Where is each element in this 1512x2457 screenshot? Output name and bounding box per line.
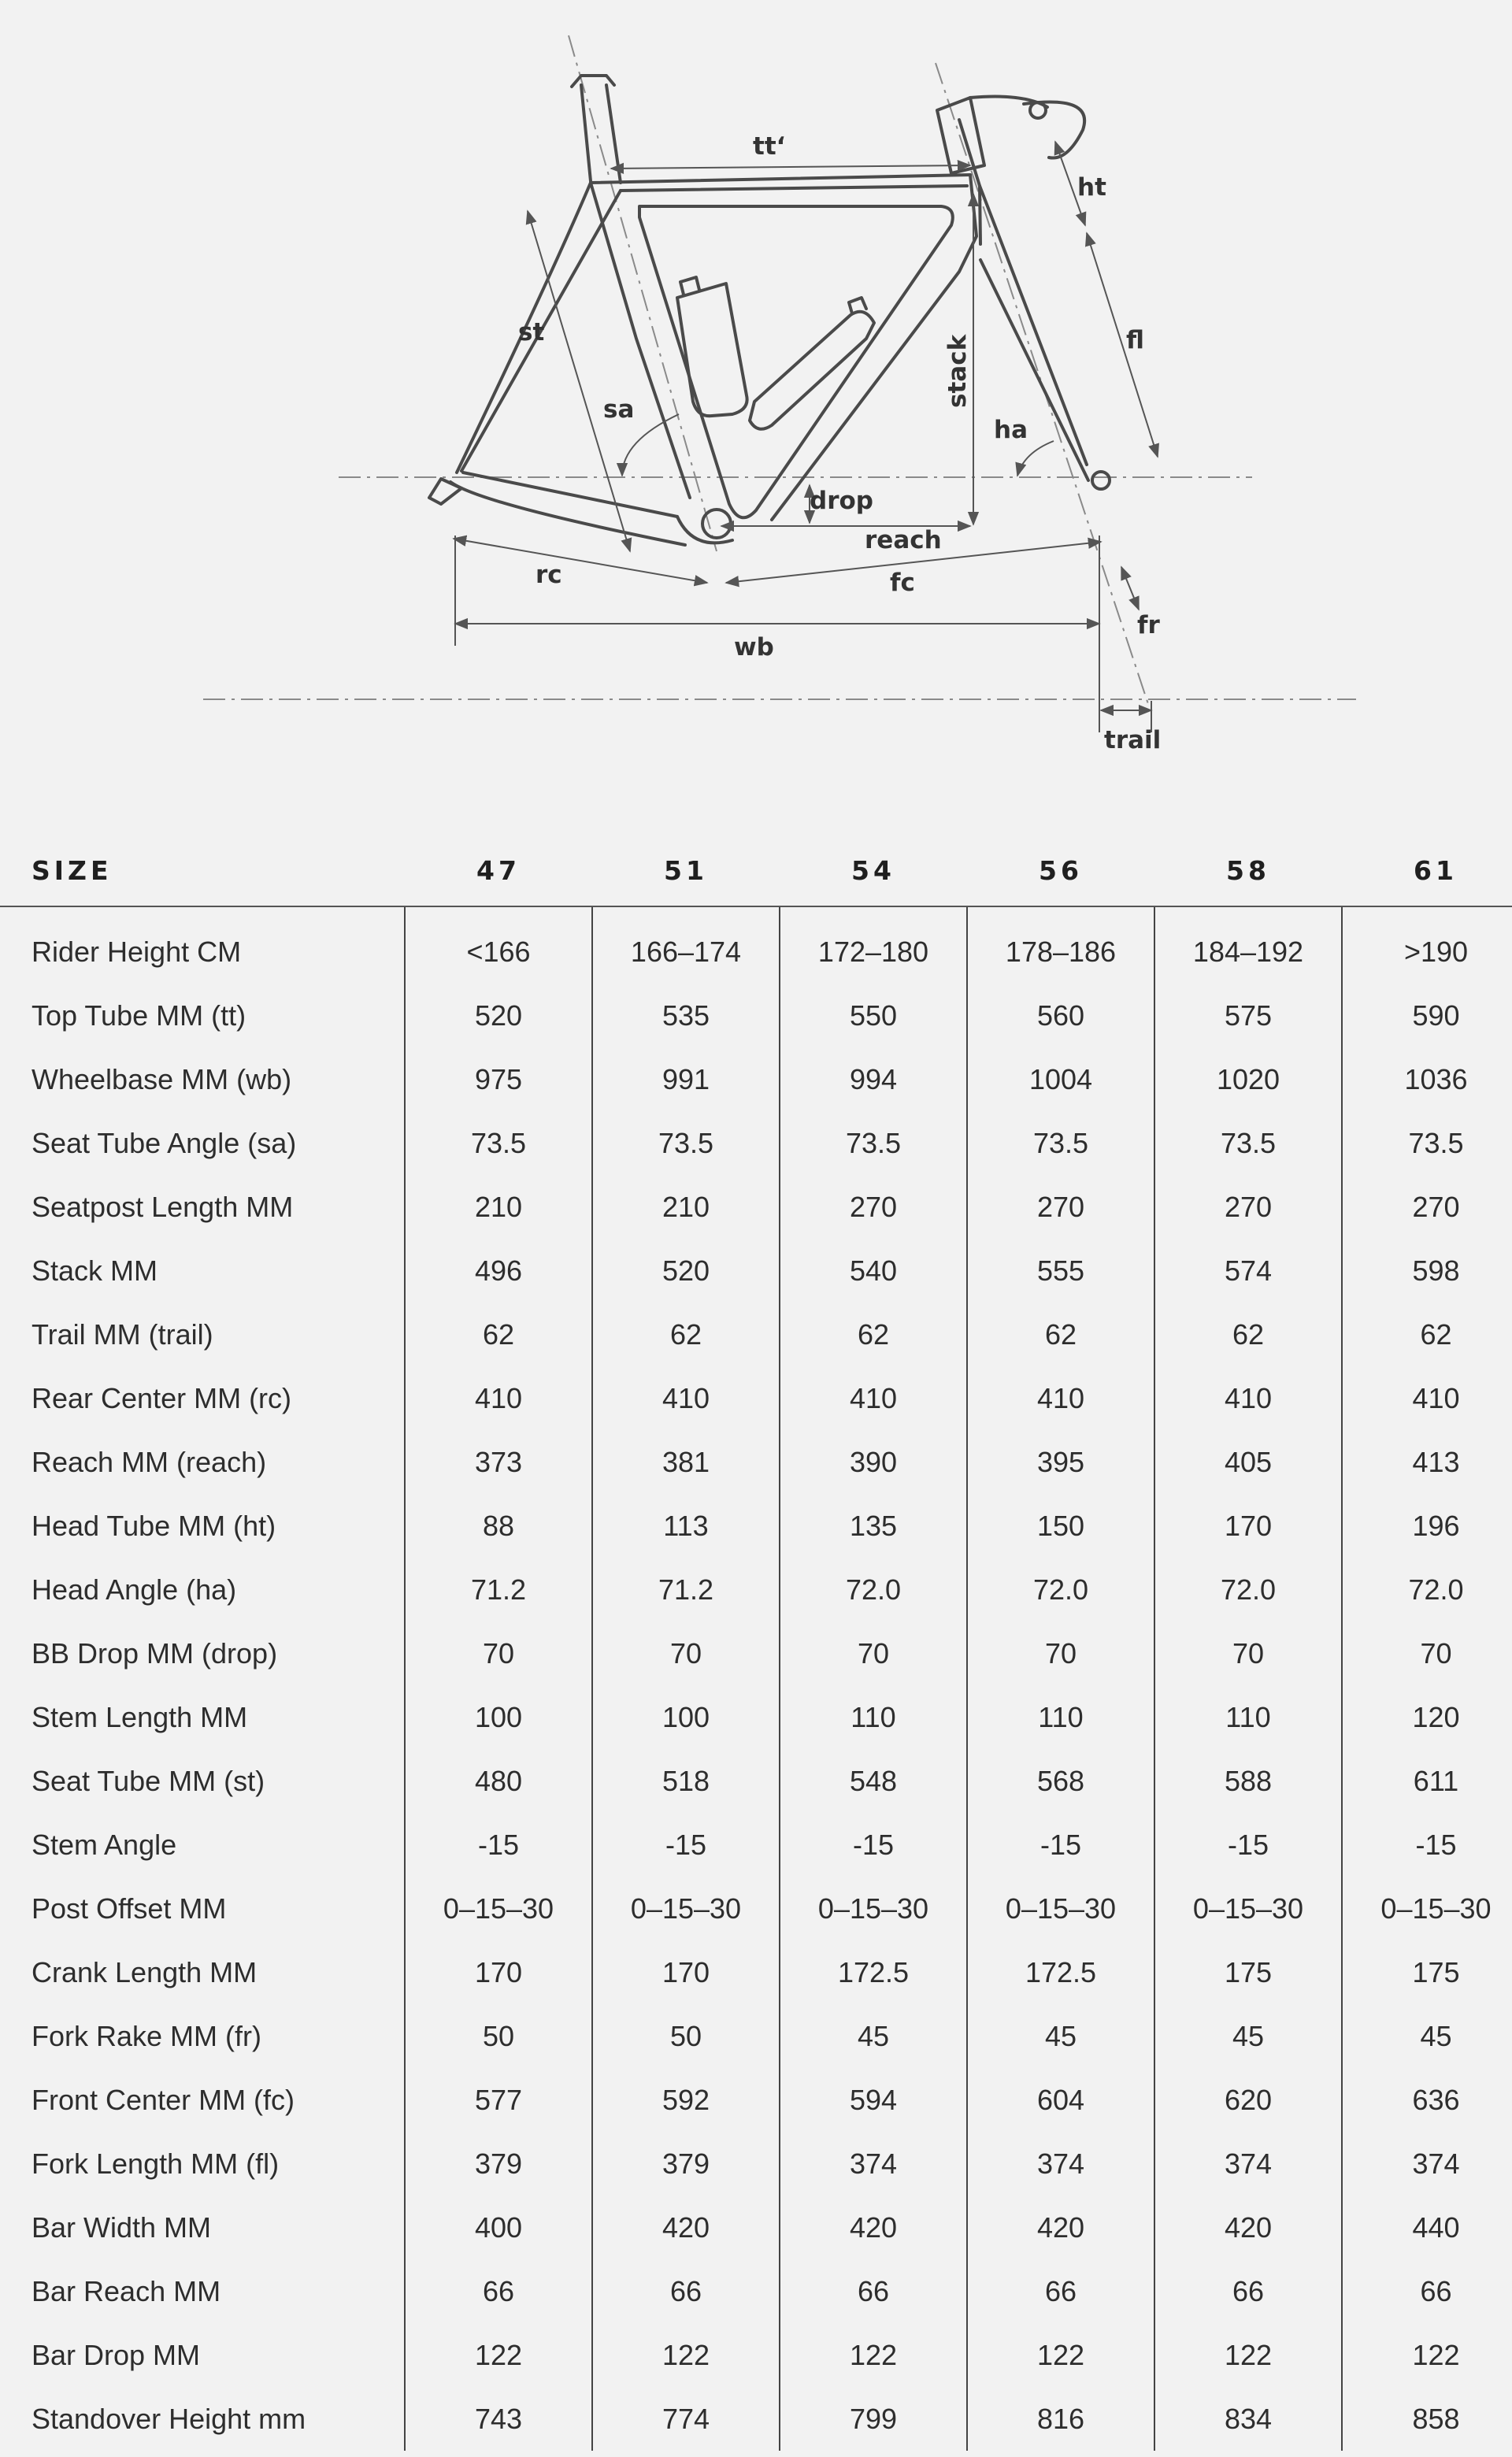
row-label: Fork Length MM (fl) (32, 2147, 280, 2180)
cell-value: -15 (1154, 1813, 1342, 1877)
cell-value: 379 (592, 2132, 780, 2196)
row-label: Bar Reach MM (32, 2274, 221, 2307)
table-row (0, 1494, 1512, 1558)
cell-value: 270 (780, 1175, 967, 1239)
cell-value: 440 (1342, 2196, 1512, 2259)
table-row (0, 2004, 1512, 2068)
cell-value: 420 (780, 2196, 967, 2259)
table-row (0, 1749, 1512, 1813)
cell-value: 122 (1342, 2323, 1512, 2387)
label-fl: fl (1126, 326, 1144, 354)
cell-value: 172–180 (780, 906, 967, 984)
cell-value: 592 (592, 2068, 780, 2132)
cell-value: 520 (592, 1239, 780, 1303)
cell-value: 170 (592, 1940, 780, 2004)
table-row (0, 2259, 1512, 2323)
label-fr: fr (1137, 611, 1160, 639)
cell-value: 73.5 (1342, 1111, 1512, 1175)
cell-value: 270 (967, 1175, 1154, 1239)
table-row (0, 906, 1512, 984)
cell-value: 73.5 (780, 1111, 967, 1175)
cell-value: 62 (1342, 1303, 1512, 1366)
cell-value: 110 (1154, 1685, 1342, 1749)
label-wb: wb (734, 633, 774, 662)
table-row (0, 2196, 1512, 2259)
cell-value: 410 (780, 1366, 967, 1430)
geometry-table (0, 835, 1512, 2451)
cell-value: 210 (592, 1175, 780, 1239)
size-column-header: 47 (405, 835, 592, 906)
row-label: Fork Rake MM (fr) (32, 2019, 261, 2052)
cell-value: 135 (780, 1494, 967, 1558)
cell-value: 858 (1342, 2387, 1512, 2451)
cell-value: 184–192 (1154, 906, 1342, 984)
cell-value: 196 (1342, 1494, 1512, 1558)
cell-value: 568 (967, 1749, 1154, 1813)
cell-value: 390 (780, 1430, 967, 1494)
cell-value: 991 (592, 1047, 780, 1111)
cell-value: 45 (1342, 2004, 1512, 2068)
row-label: Rider Height CM (32, 935, 242, 968)
cell-value: 45 (1154, 2004, 1342, 2068)
cell-value: 975 (405, 1047, 592, 1111)
table-row (0, 1047, 1512, 1111)
cell-value: 172.5 (780, 1940, 967, 2004)
cell-value: 122 (967, 2323, 1154, 2387)
cell-value: 420 (967, 2196, 1154, 2259)
label-sa: sa (603, 395, 635, 424)
table-row (0, 1813, 1512, 1877)
row-label: Seatpost Length MM (32, 1190, 294, 1223)
cell-value: -15 (592, 1813, 780, 1877)
cell-value: 410 (967, 1366, 1154, 1430)
cell-value: 110 (967, 1685, 1154, 1749)
table-row (0, 1239, 1512, 1303)
cell-value: 73.5 (405, 1111, 592, 1175)
cell-value: 604 (967, 2068, 1154, 2132)
label-rc: rc (536, 561, 562, 589)
cell-value: 0–15–30 (1342, 1877, 1512, 1940)
cell-value: 73.5 (592, 1111, 780, 1175)
cell-value: 405 (1154, 1430, 1342, 1494)
label-stack: stack (943, 334, 972, 408)
cell-value: 799 (780, 2387, 967, 2451)
cell-value: 496 (405, 1239, 592, 1303)
row-label: Front Center MM (fc) (32, 2083, 295, 2116)
row-label: Head Angle (ha) (32, 1573, 237, 1606)
cell-value: 120 (1342, 1685, 1512, 1749)
table-row (0, 1621, 1512, 1685)
cell-value: 420 (1154, 2196, 1342, 2259)
row-label: Head Tube MM (ht) (32, 1509, 276, 1542)
cell-value: -15 (1342, 1813, 1512, 1877)
row-label: Top Tube MM (tt) (32, 999, 246, 1032)
cell-value: 270 (1154, 1175, 1342, 1239)
cell-value: 374 (780, 2132, 967, 2196)
cell-value: 373 (405, 1430, 592, 1494)
cell-value: 50 (592, 2004, 780, 2068)
table-row (0, 1685, 1512, 1749)
cell-value: 518 (592, 1749, 780, 1813)
row-label: Reach MM (reach) (32, 1445, 267, 1478)
table-row (0, 1940, 1512, 2004)
table-row (0, 1175, 1512, 1239)
cell-value: 150 (967, 1494, 1154, 1558)
cell-value: 594 (780, 2068, 967, 2132)
label-trail: trail (1104, 726, 1162, 754)
label-st: st (518, 318, 545, 346)
table-row (0, 2323, 1512, 2387)
cell-value: 72.0 (967, 1558, 1154, 1621)
cell-value: 420 (592, 2196, 780, 2259)
cell-value: 175 (1154, 1940, 1342, 2004)
row-label: Stem Angle (32, 1828, 177, 1861)
cell-value: 535 (592, 984, 780, 1047)
table-row (0, 1111, 1512, 1175)
cell-value: 550 (780, 984, 967, 1047)
table-row (0, 1366, 1512, 1430)
row-label: Bar Width MM (32, 2211, 212, 2244)
row-label: BB Drop MM (drop) (32, 1636, 278, 1670)
cell-value: 100 (405, 1685, 592, 1749)
cell-value: 72.0 (1154, 1558, 1342, 1621)
frame-drawing (0, 0, 1512, 788)
cell-value: 374 (1342, 2132, 1512, 2196)
cell-value: 70 (1342, 1621, 1512, 1685)
cell-value: 73.5 (967, 1111, 1154, 1175)
cell-value: 62 (592, 1303, 780, 1366)
cell-value: 611 (1342, 1749, 1512, 1813)
row-label: Stem Length MM (32, 1700, 248, 1733)
cell-value: 0–15–30 (592, 1877, 780, 1940)
cell-value: 395 (967, 1430, 1154, 1494)
cell-value: 210 (405, 1175, 592, 1239)
cell-value: 62 (780, 1303, 967, 1366)
row-label: Wheelbase MM (wb) (32, 1062, 292, 1095)
table-row (0, 1303, 1512, 1366)
cell-value: 70 (405, 1621, 592, 1685)
cell-value: 575 (1154, 984, 1342, 1047)
size-column-header: 56 (967, 835, 1154, 906)
cell-value: 1020 (1154, 1047, 1342, 1111)
size-column-header: 58 (1154, 835, 1342, 906)
cell-value: 110 (780, 1685, 967, 1749)
cell-value: 574 (1154, 1239, 1342, 1303)
label-drop: drop (810, 487, 873, 515)
cell-value: 413 (1342, 1430, 1512, 1494)
cell-value: 66 (780, 2259, 967, 2323)
cell-value: 381 (592, 1430, 780, 1494)
cell-value: 73.5 (1154, 1111, 1342, 1175)
cell-value: 175 (1342, 1940, 1512, 2004)
cell-value: 50 (405, 2004, 592, 2068)
cell-value: 410 (405, 1366, 592, 1430)
cell-value: 480 (405, 1749, 592, 1813)
label-fc: fc (890, 569, 915, 597)
cell-value: 598 (1342, 1239, 1512, 1303)
cell-value: 520 (405, 984, 592, 1047)
cell-value: 0–15–30 (405, 1877, 592, 1940)
cell-value: <166 (405, 906, 592, 984)
cell-value: 374 (1154, 2132, 1342, 2196)
cell-value: -15 (967, 1813, 1154, 1877)
cell-value: 0–15–30 (780, 1877, 967, 1940)
cell-value: 270 (1342, 1175, 1512, 1239)
cell-value: 994 (780, 1047, 967, 1111)
size-header: SIZE (0, 835, 405, 906)
label-tt: tt‘ (753, 132, 786, 161)
cell-value: 636 (1342, 2068, 1512, 2132)
cell-value: -15 (780, 1813, 967, 1877)
cell-value: 170 (405, 1940, 592, 2004)
row-label: Post Offset MM (32, 1892, 227, 1925)
geometry-table-body (0, 906, 1512, 2451)
cell-value: 0–15–30 (1154, 1877, 1342, 1940)
cell-value: 45 (967, 2004, 1154, 2068)
cell-value: 374 (967, 2132, 1154, 2196)
row-label: Standover Height mm (32, 2402, 306, 2435)
cell-value: 70 (780, 1621, 967, 1685)
table-row (0, 2068, 1512, 2132)
cell-value: 122 (405, 2323, 592, 2387)
cell-value: 555 (967, 1239, 1154, 1303)
cell-value: 62 (405, 1303, 592, 1366)
row-label: Bar Drop MM (32, 2338, 201, 2371)
table-row (0, 1430, 1512, 1494)
table-row (0, 1877, 1512, 1940)
cell-value: 560 (967, 984, 1154, 1047)
cell-value: 0–15–30 (967, 1877, 1154, 1940)
cell-value: 122 (592, 2323, 780, 2387)
cell-value: -15 (405, 1813, 592, 1877)
cell-value: 774 (592, 2387, 780, 2451)
row-label: Seat Tube Angle (sa) (32, 1126, 297, 1159)
cell-value: 62 (967, 1303, 1154, 1366)
cell-value: 379 (405, 2132, 592, 2196)
table-row (0, 984, 1512, 1047)
cell-value: 100 (592, 1685, 780, 1749)
cell-value: 72.0 (1342, 1558, 1512, 1621)
label-ha: ha (994, 416, 1028, 444)
cell-value: 66 (592, 2259, 780, 2323)
cell-value: 410 (1342, 1366, 1512, 1430)
cell-value: 70 (967, 1621, 1154, 1685)
label-reach: reach (865, 526, 942, 554)
cell-value: 577 (405, 2068, 592, 2132)
cell-value: 400 (405, 2196, 592, 2259)
table-row (0, 2387, 1512, 2451)
cell-value: 72.0 (780, 1558, 967, 1621)
cell-value: 45 (780, 2004, 967, 2068)
table-row (0, 2132, 1512, 2196)
cell-value: 66 (967, 2259, 1154, 2323)
cell-value: 70 (1154, 1621, 1342, 1685)
cell-value: 66 (1154, 2259, 1342, 2323)
cell-value: 548 (780, 1749, 967, 1813)
cell-value: 1036 (1342, 1047, 1512, 1111)
cell-value: 122 (1154, 2323, 1342, 2387)
cell-value: 620 (1154, 2068, 1342, 2132)
cell-value: 113 (592, 1494, 780, 1558)
row-label: Rear Center MM (rc) (32, 1381, 292, 1414)
size-column-header: 61 (1342, 835, 1512, 906)
cell-value: 70 (592, 1621, 780, 1685)
cell-value: 410 (1154, 1366, 1342, 1430)
cell-value: 172.5 (967, 1940, 1154, 2004)
cell-value: 88 (405, 1494, 592, 1558)
cell-value: 816 (967, 2387, 1154, 2451)
cell-value: 834 (1154, 2387, 1342, 2451)
size-column-header: 51 (592, 835, 780, 906)
label-ht: ht (1077, 173, 1106, 202)
row-label: Stack MM (32, 1254, 158, 1287)
cell-value: 66 (405, 2259, 592, 2323)
cell-value: 588 (1154, 1749, 1342, 1813)
size-column-header: 54 (780, 835, 967, 906)
row-label: Seat Tube MM (st) (32, 1764, 265, 1797)
cell-value: 1004 (967, 1047, 1154, 1111)
cell-value: 71.2 (405, 1558, 592, 1621)
cell-value: 122 (780, 2323, 967, 2387)
cell-value: 66 (1342, 2259, 1512, 2323)
cell-value: 743 (405, 2387, 592, 2451)
table-row (0, 1558, 1512, 1621)
row-label: Crank Length MM (32, 1955, 258, 1988)
cell-value: >190 (1342, 906, 1512, 984)
cell-value: 178–186 (967, 906, 1154, 984)
row-label: Trail MM (trail) (32, 1317, 213, 1351)
cell-value: 170 (1154, 1494, 1342, 1558)
cell-value: 590 (1342, 984, 1512, 1047)
cell-value: 540 (780, 1239, 967, 1303)
cell-value: 62 (1154, 1303, 1342, 1366)
cell-value: 410 (592, 1366, 780, 1430)
cell-value: 71.2 (592, 1558, 780, 1621)
cell-value: 166–174 (592, 906, 780, 984)
table-header-row (0, 835, 1512, 906)
frame-geometry-diagram (0, 0, 1512, 788)
